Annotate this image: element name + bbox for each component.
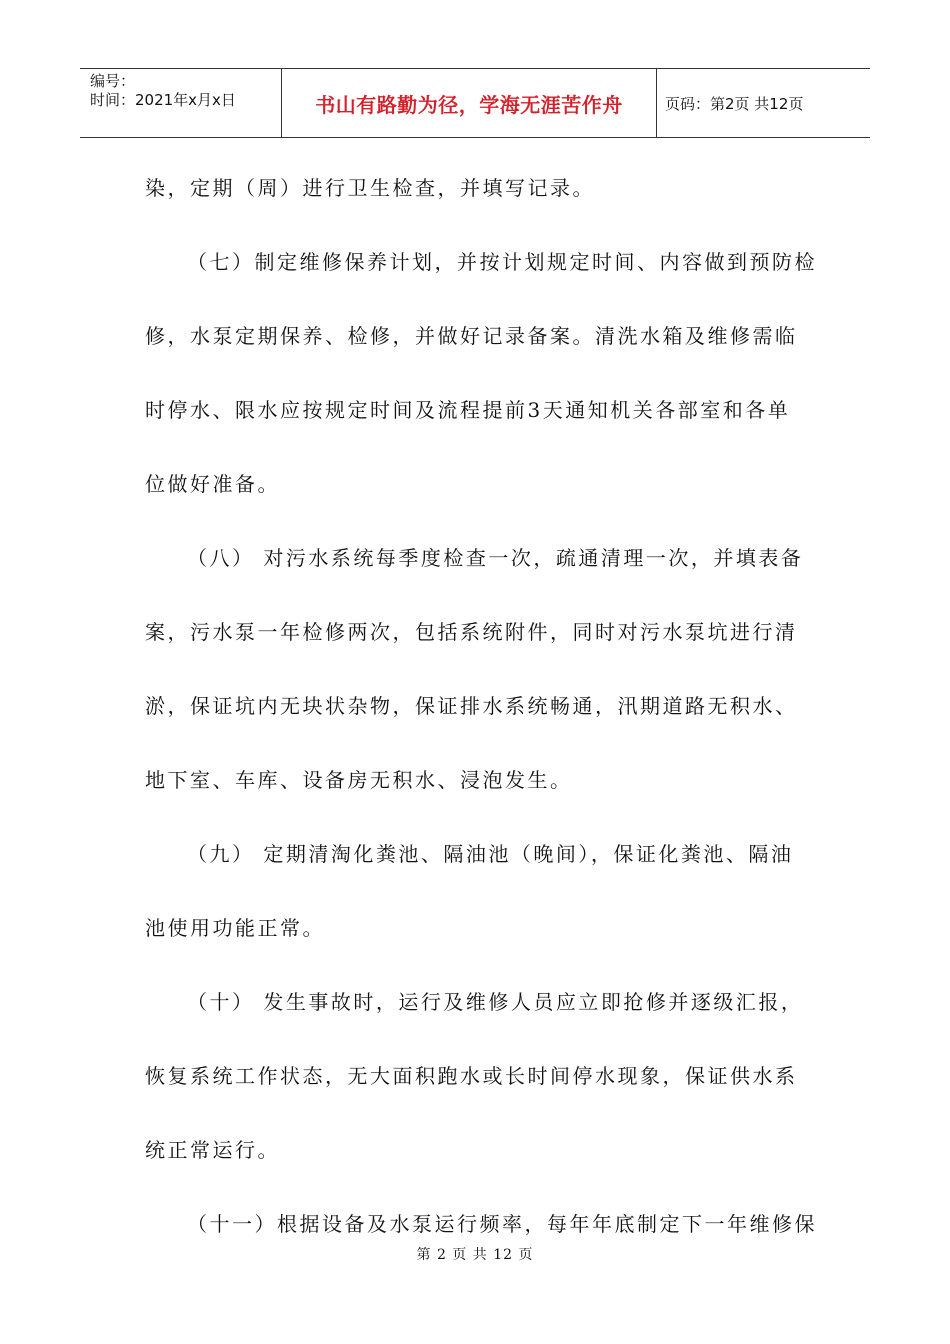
page-info: 页码：第2页 共12页 [665, 94, 804, 113]
body-line: 修，水泵定期保养、检修，并做好记录备案。清洗水箱及维修需临 [145, 324, 798, 348]
body-line: （八） 对污水系统每季度检查一次，疏通清理一次，并填表备 [187, 546, 804, 570]
header-motto-cell [282, 69, 657, 137]
body-line: 案，污水泵一年检修两次，包括系统附件，同时对污水泵坑进行清 [145, 620, 798, 644]
document-body [145, 151, 817, 1261]
body-line: 位做好准备。 [145, 472, 280, 496]
body-line: （七）制定维修保养计划，并按计划规定时间、内容做到预防检 [187, 250, 817, 274]
body-line: （十） 发生事故时，运行及维修人员应立即抢修并逐级汇报， [187, 990, 804, 1014]
body-line: 统正常运行。 [145, 1138, 280, 1162]
header-page-cell [657, 69, 870, 137]
body-line: 恢复系统工作状态，无大面积跑水或长时间停水现象，保证供水系 [145, 1064, 798, 1088]
page-footer: 第 2 页 共 12 页 [416, 1247, 534, 1263]
body-line: 染，定期（周）进行卫生检查，并填写记录。 [145, 176, 595, 200]
date-text: 时间：2021年x月x日 [90, 91, 236, 109]
body-line: （九） 定期清淘化粪池、隔油池（晚间），保证化粪池、隔油 [187, 842, 794, 866]
motto-text: 书山有路勤为径，学海无涯苦作舟 [315, 92, 623, 117]
header-info-cell [80, 69, 282, 137]
body-line: 地下室、车库、设备房无积水、浸泡发生。 [145, 768, 573, 792]
serial-label: 编号： [90, 72, 136, 90]
header-table [80, 68, 870, 138]
body-line: 池使用功能正常。 [145, 916, 325, 940]
body-line: （十一）根据设备及水泵运行频率，每年年底制定下一年维修保 [187, 1212, 817, 1236]
body-line: 淤，保证坑内无块状杂物，保证排水系统畅通，汛期道路无积水、 [145, 694, 798, 718]
body-line: 时停水、限水应按规定时间及流程提前3天通知机关各部室和各单 [145, 398, 791, 422]
